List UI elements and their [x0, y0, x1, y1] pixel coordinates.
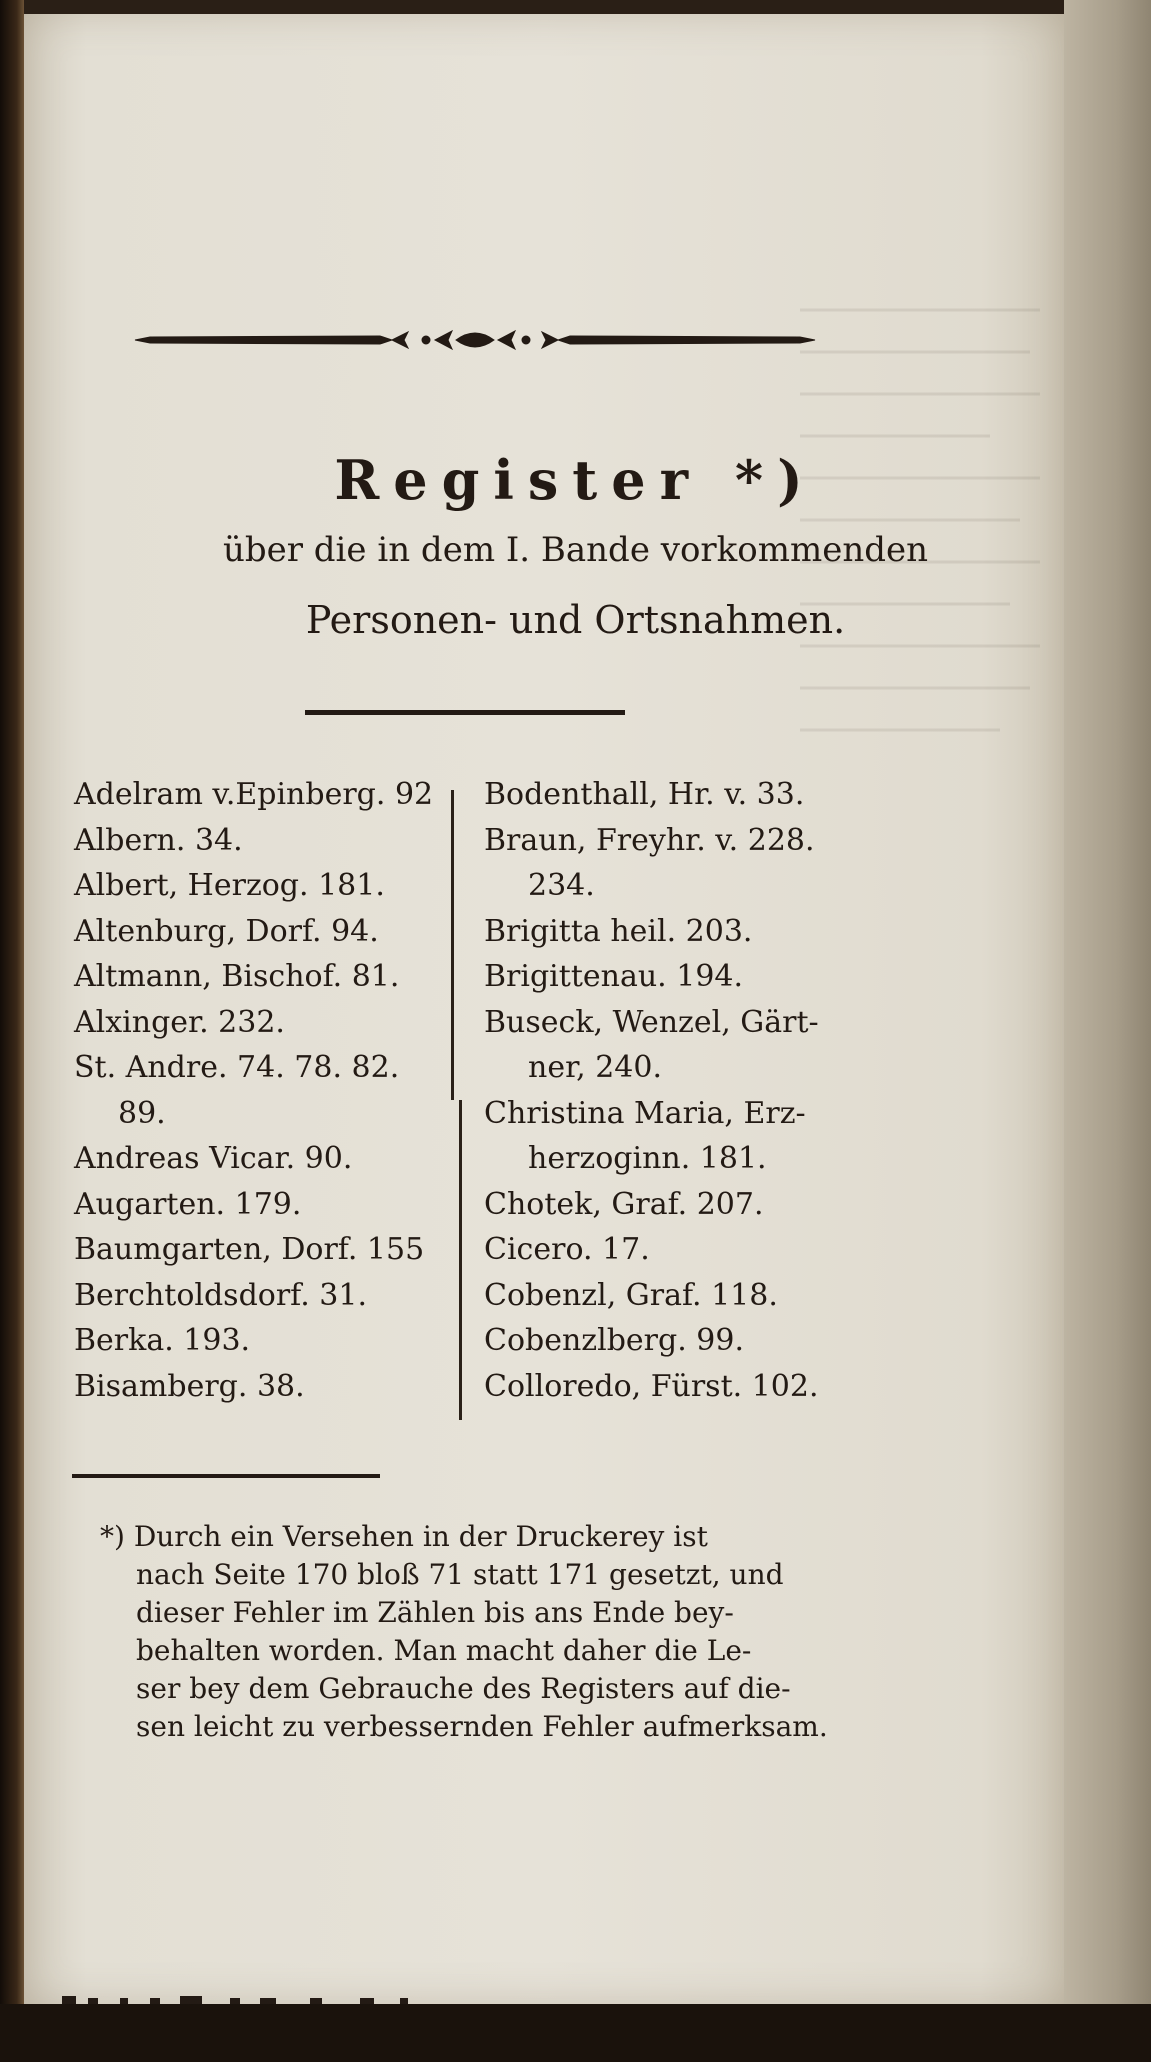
index-entry: Brigittenau. 194.: [484, 959, 744, 994]
index-entry: Bisamberg. 38.: [74, 1368, 305, 1404]
cut-off-text-fragment: [60, 1992, 580, 2006]
index-entry: Augarten. 179.: [74, 1186, 302, 1222]
footnote-line: dieser Fehler im Zählen bis ans Ende bey-: [136, 1596, 734, 1629]
column-divider-upper: [451, 790, 454, 1100]
footnote-line: sen leicht zu verbessernden Fehler aufmerksam.: [136, 1710, 828, 1743]
index-entry: Baumgarten, Dorf. 155: [74, 1232, 425, 1267]
index-entry: Cicero. 17.: [484, 1232, 650, 1267]
index-entry-continuation: 89.: [118, 1095, 166, 1131]
footnote-rule: [72, 1474, 380, 1478]
title-rule: [305, 710, 625, 715]
index-entry: St. Andre. 74. 78. 82.: [74, 1050, 400, 1085]
index-entry: Brigitta heil. 203.: [484, 913, 753, 949]
footnote-line: ser bey dem Gebrauche des Registers auf die-: [136, 1672, 791, 1705]
footnote-line: nach Seite 170 bloß 71 statt 171 gesetzt, und: [136, 1558, 784, 1591]
index-entry: Chotek, Graf. 207.: [484, 1186, 764, 1222]
index-entry: Altmann, Bischof. 81.: [74, 959, 400, 994]
book-binding: [0, 0, 24, 2062]
index-entry: Colloredo, Fürst. 102.: [484, 1368, 819, 1404]
index-entry: Bodenthall, Hr. v. 33.: [484, 777, 805, 812]
footnote-line: *) Durch ein Versehen in der Druckerey ist: [100, 1520, 708, 1553]
index-entry: Albern. 34.: [74, 822, 243, 858]
column-divider-lower: [459, 1100, 462, 1420]
index-column-right: [484, 772, 884, 1409]
index-entry: Buseck, Wenzel, Gärt-: [484, 1004, 819, 1040]
subtitle-line-1: über die in dem I. Bande vorkommenden: [222, 530, 929, 570]
index-entry: Adelram v.Epinberg. 92: [74, 777, 434, 812]
page-title: Register *): [334, 448, 817, 512]
footnote-line: behalten worden. Man macht daher die Le-: [136, 1634, 752, 1667]
footnote: [100, 1518, 890, 1746]
index-entry: Alxinger. 232.: [74, 1004, 285, 1040]
index-entry: Braun, Freyhr. v. 228.: [484, 822, 815, 858]
index-entry: Altenburg, Dorf. 94.: [74, 913, 379, 949]
index-entry: Cobenzl, Graf. 118.: [484, 1277, 778, 1313]
index-entry: Cobenzlberg. 99.: [484, 1323, 744, 1358]
index-entry-continuation: 234.: [528, 868, 595, 903]
index-entry: Albert, Herzog. 181.: [74, 868, 385, 903]
index-entry: Berchtoldsdorf. 31.: [74, 1277, 367, 1313]
bottom-edge: [0, 2004, 1151, 2062]
index-entry: Berka. 193.: [74, 1323, 251, 1358]
page-edge: [1064, 0, 1151, 2062]
subtitle-line-2: Personen- und Ortsnahmen.: [305, 598, 846, 642]
index-entry-continuation: herzoginn. 181.: [528, 1141, 767, 1176]
index-column-left: [74, 772, 454, 1409]
index-entry: Andreas Vicar. 90.: [74, 1141, 353, 1176]
ornament-divider-icon: [130, 316, 820, 364]
index-entry: Christina Maria, Erz-: [484, 1095, 806, 1131]
index-entry-continuation: ner, 240.: [528, 1050, 662, 1085]
